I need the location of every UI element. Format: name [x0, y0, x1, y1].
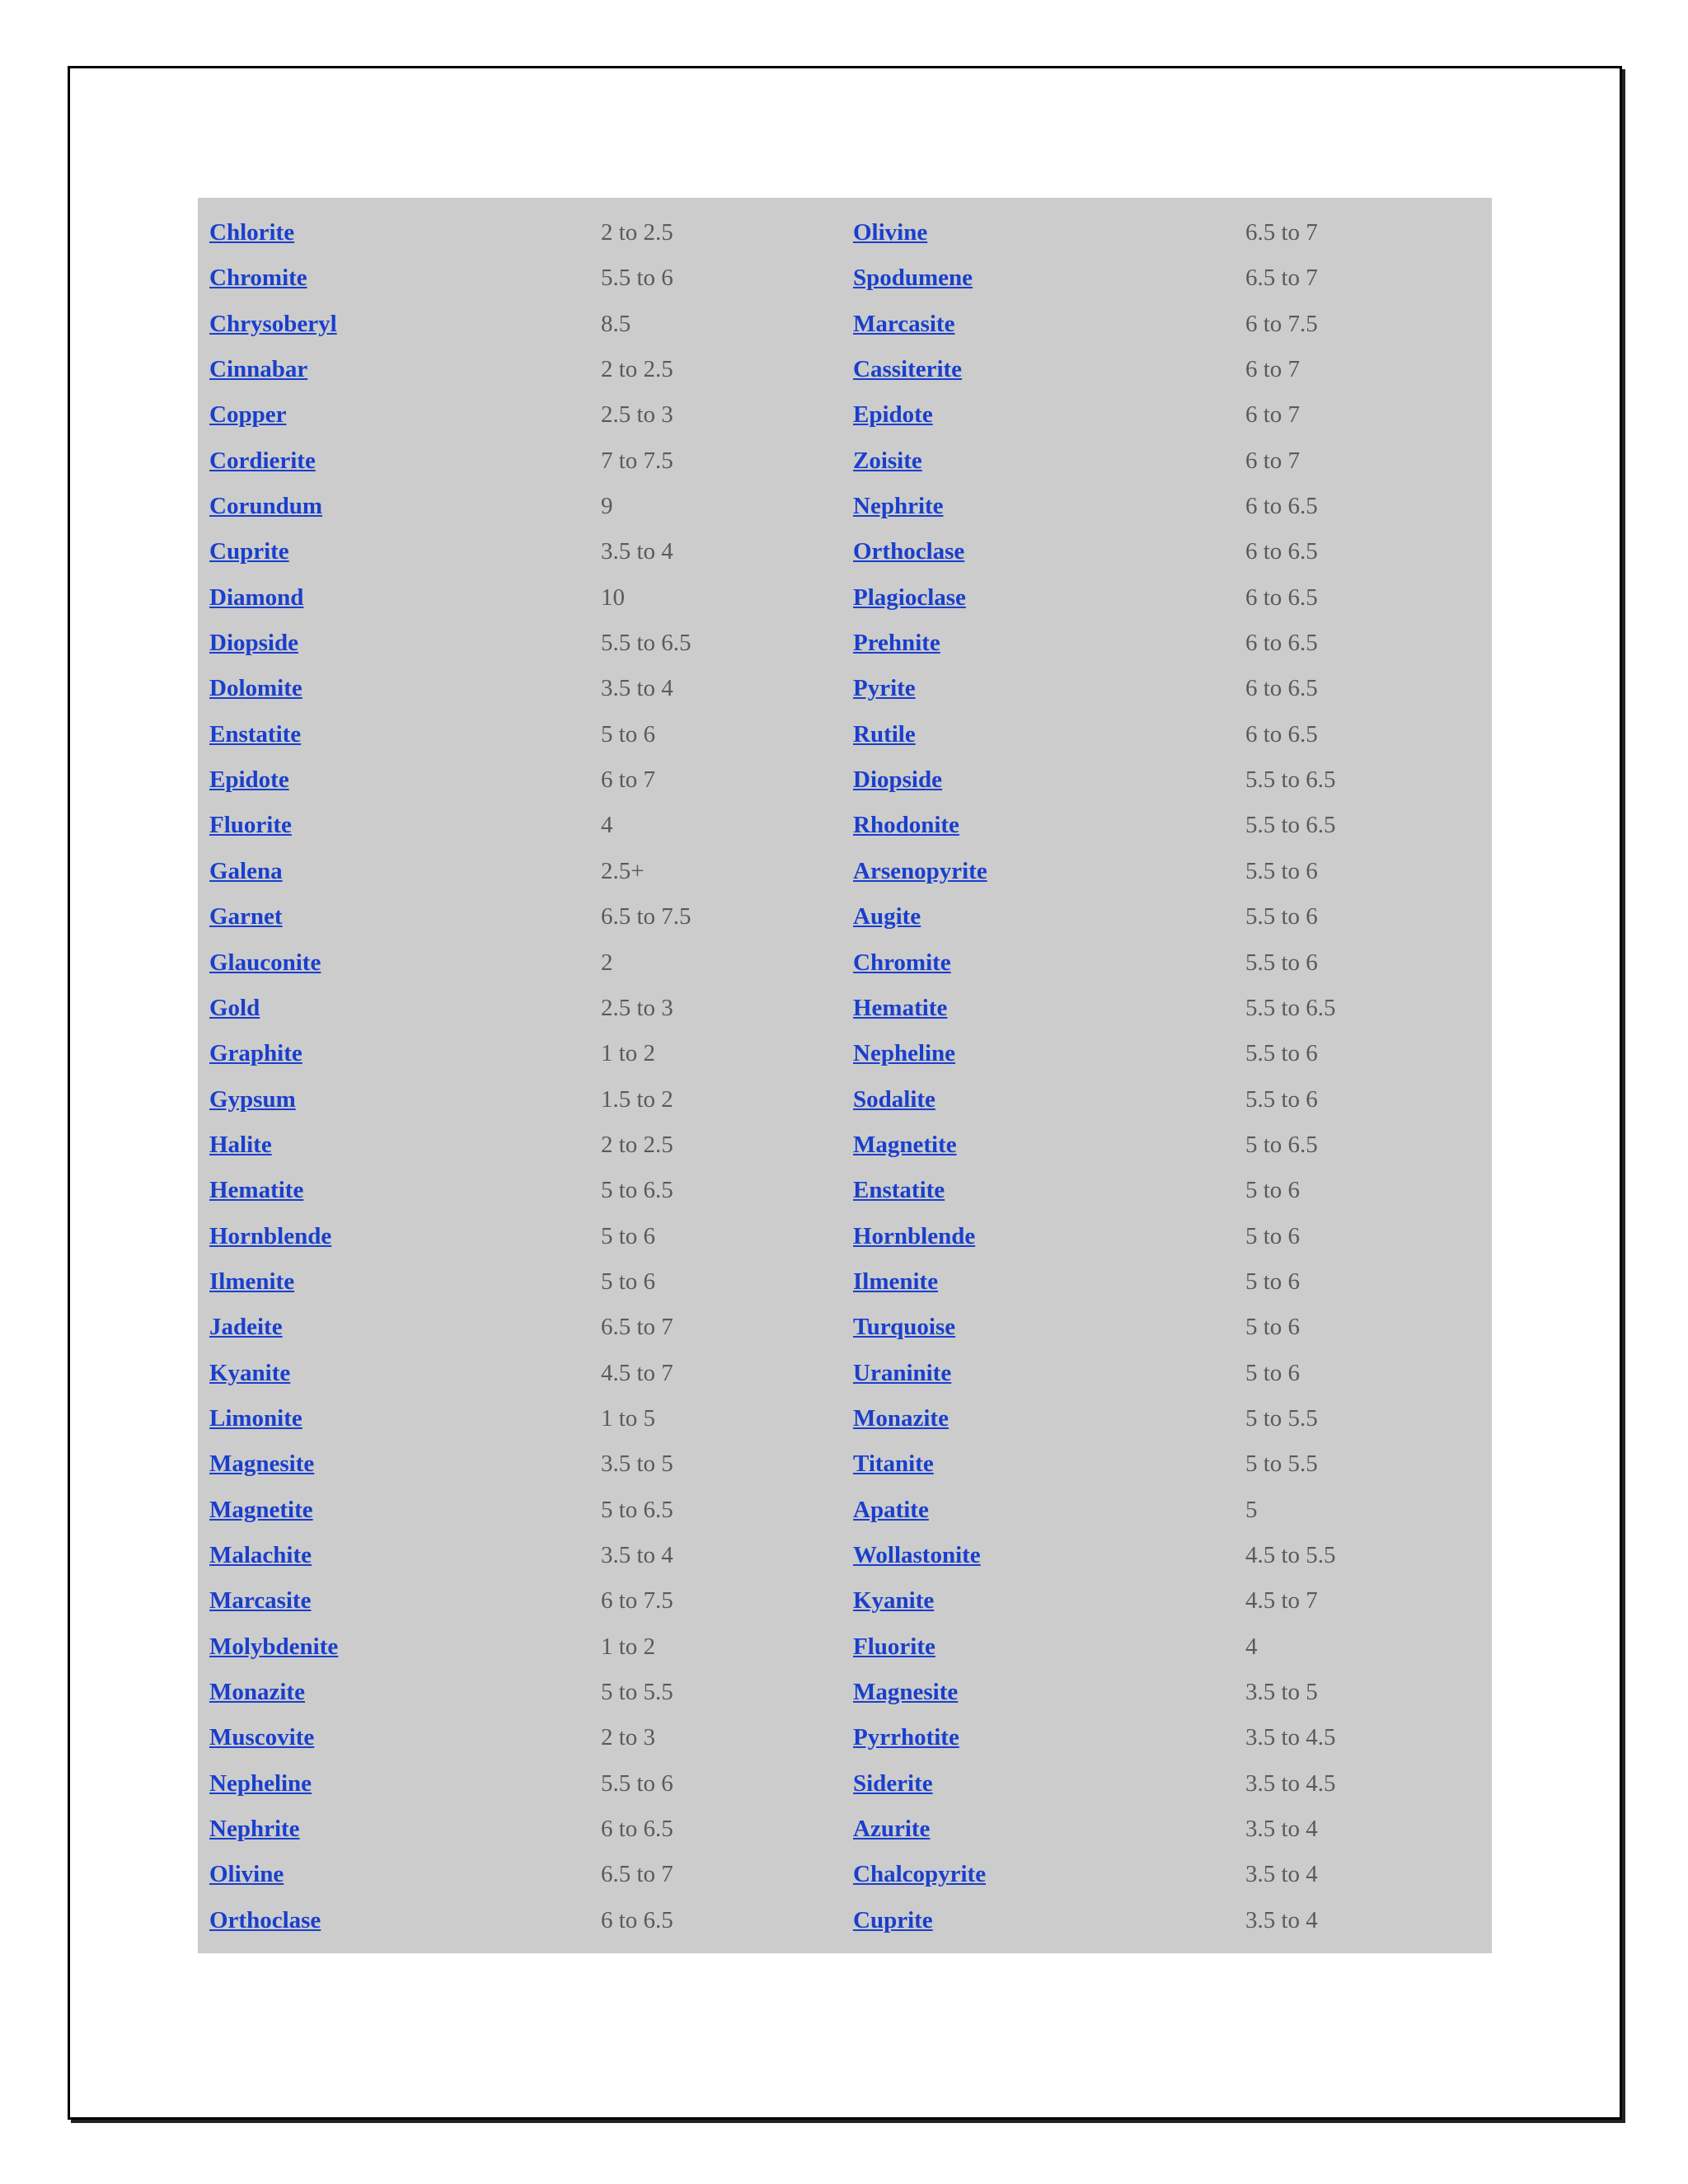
mineral-link[interactable]: Sodalite	[853, 1085, 935, 1113]
hardness-value: 6 to 6.5	[601, 1816, 673, 1843]
mineral-link[interactable]: Titanite	[853, 1451, 934, 1478]
mineral-link[interactable]: Epidote	[209, 766, 289, 794]
mineral-link[interactable]: Corundum	[209, 493, 322, 520]
table-row	[198, 991, 1492, 1037]
table-row	[198, 1539, 1492, 1584]
hardness-value: 3.5 to 4	[601, 675, 673, 702]
mineral-link[interactable]: Cassiterite	[853, 356, 963, 383]
hardness-value: 6.5 to 7	[1245, 219, 1318, 246]
table-row	[198, 900, 1492, 945]
mineral-link[interactable]: Apatite	[853, 1496, 929, 1523]
mineral-link[interactable]: Limonite	[209, 1404, 302, 1432]
hardness-value: 3.5 to 4	[1245, 1906, 1318, 1933]
table-row	[198, 808, 1492, 854]
table-row	[198, 1675, 1492, 1721]
table-row	[198, 1402, 1492, 1447]
mineral-link[interactable]: Molybdenite	[209, 1633, 339, 1660]
hardness-value: 5 to 6.5	[1245, 1131, 1318, 1158]
mineral-link[interactable]: Pyrrhotite	[853, 1724, 959, 1751]
table-row	[198, 1721, 1492, 1766]
table-row	[198, 398, 1492, 443]
table-row	[198, 1812, 1492, 1858]
mineral-link[interactable]: Hornblende	[853, 1222, 976, 1249]
mineral-link[interactable]: Marcasite	[209, 1587, 312, 1615]
table-row	[198, 1128, 1492, 1174]
hardness-value: 6 to 7	[601, 766, 656, 794]
hardness-value: 2 to 2.5	[601, 1131, 673, 1158]
mineral-link[interactable]: Magnesite	[853, 1679, 959, 1705]
hardness-value: 5 to 6	[1245, 1359, 1301, 1386]
mineral-link[interactable]: Nepheline	[209, 1769, 312, 1797]
hardness-value: 5.5 to 6	[601, 265, 673, 292]
table-row	[198, 535, 1492, 580]
table-row	[198, 1904, 1492, 1949]
hardness-value: 6.5 to 7	[601, 1861, 673, 1888]
hardness-value: 2	[601, 949, 613, 976]
table-row	[198, 672, 1492, 717]
hardness-value: 4.5 to 7	[601, 1359, 673, 1386]
hardness-value: 5.5 to 6.5	[1245, 812, 1336, 839]
mineral-link[interactable]: Nepheline	[853, 1040, 956, 1067]
hardness-value: 6 to 6.5	[1245, 630, 1318, 657]
mineral-link[interactable]: Monazite	[209, 1679, 305, 1705]
table-row	[198, 1767, 1492, 1812]
hardness-value: 2.5 to 3	[601, 401, 673, 429]
mineral-hardness-table	[198, 198, 1492, 1953]
table-row	[198, 1584, 1492, 1629]
table-row	[198, 490, 1492, 535]
mineral-link[interactable]: Pyrite	[853, 675, 916, 702]
mineral-link[interactable]: Cinnabar	[209, 356, 308, 383]
mineral-link[interactable]: Wollastonite	[853, 1541, 981, 1568]
table-row	[198, 1265, 1492, 1310]
mineral-link[interactable]: Kyanite	[853, 1587, 935, 1615]
table-row	[198, 216, 1492, 261]
mineral-link[interactable]: Hornblende	[209, 1222, 332, 1249]
hardness-value: 5.5 to 6	[1245, 1040, 1318, 1067]
mineral-link[interactable]: Azurite	[853, 1816, 931, 1843]
hardness-value: 4	[1245, 1633, 1258, 1660]
hardness-value: 4.5 to 7	[1245, 1587, 1318, 1615]
hardness-value: 6 to 6.5	[1245, 493, 1318, 520]
hardness-value: 3.5 to 4	[601, 1541, 673, 1568]
mineral-link[interactable]: Ilmenite	[209, 1268, 295, 1295]
table-row	[198, 444, 1492, 490]
hardness-value: 6 to 6.5	[601, 1906, 673, 1933]
hardness-value: 6 to 7	[1245, 447, 1301, 474]
hardness-value: 5.5 to 6	[601, 1769, 673, 1797]
mineral-link[interactable]: Zoisite	[853, 447, 922, 474]
table-row	[198, 946, 1492, 991]
mineral-link[interactable]: Diopside	[853, 766, 942, 794]
table-row	[198, 1493, 1492, 1539]
hardness-value: 3.5 to 5	[1245, 1679, 1318, 1705]
mineral-link[interactable]: Kyanite	[209, 1359, 291, 1386]
hardness-value: 5 to 5.5	[1245, 1404, 1318, 1432]
table-row	[198, 1310, 1492, 1356]
table-row	[198, 1083, 1492, 1128]
hardness-value: 5 to 6	[601, 1268, 656, 1295]
hardness-value: 6 to 6.5	[1245, 675, 1318, 702]
hardness-value: 3.5 to 4	[1245, 1816, 1318, 1843]
hardness-value: 3.5 to 4	[601, 538, 673, 565]
mineral-link[interactable]: Monazite	[853, 1404, 949, 1432]
mineral-link[interactable]: Olivine	[853, 219, 928, 246]
mineral-link[interactable]: Prehnite	[853, 630, 940, 657]
mineral-link[interactable]: Cordierite	[209, 447, 316, 474]
hardness-value: 2 to 2.5	[601, 219, 673, 246]
hardness-value: 2.5+	[601, 857, 645, 884]
table-row	[198, 855, 1492, 900]
table-row	[198, 1037, 1492, 1082]
hardness-value: 6 to 6.5	[1245, 720, 1318, 748]
mineral-link[interactable]: Magnetite	[853, 1131, 957, 1158]
hardness-value: 4	[601, 812, 613, 839]
hardness-value: 1 to 2	[601, 1633, 656, 1660]
mineral-link[interactable]: Turquoise	[853, 1314, 956, 1341]
table-row	[198, 261, 1492, 307]
hardness-value: 6.5 to 7.5	[601, 903, 692, 930]
hardness-value: 5 to 5.5	[1245, 1451, 1318, 1478]
mineral-link[interactable]: Gypsum	[209, 1085, 296, 1113]
mineral-link[interactable]: Rhodonite	[853, 812, 959, 839]
mineral-link[interactable]: Nephrite	[853, 493, 944, 520]
hardness-value: 5 to 6	[1245, 1177, 1301, 1204]
table-row	[198, 1447, 1492, 1493]
table-row	[198, 1174, 1492, 1219]
mineral-link[interactable]: Plagioclase	[853, 583, 966, 611]
hardness-value: 1.5 to 2	[601, 1085, 673, 1113]
table-row	[198, 1357, 1492, 1402]
hardness-value: 5 to 6	[1245, 1314, 1301, 1341]
table-row	[198, 1858, 1492, 1903]
hardness-value: 6 to 7	[1245, 356, 1301, 383]
mineral-link[interactable]: Copper	[209, 401, 287, 429]
hardness-value: 1 to 5	[601, 1404, 656, 1432]
mineral-link[interactable]: Galena	[209, 857, 283, 884]
mineral-link[interactable]: Garnet	[209, 903, 283, 930]
hardness-value: 7 to 7.5	[601, 447, 673, 474]
hardness-value: 3.5 to 4	[1245, 1861, 1318, 1888]
hardness-value: 5 to 6	[601, 720, 656, 748]
mineral-link[interactable]: Rutile	[853, 720, 916, 748]
mineral-link[interactable]: Orthoclase	[853, 538, 965, 565]
mineral-link[interactable]: Chlorite	[209, 219, 295, 246]
hardness-value: 2 to 3	[601, 1724, 656, 1751]
hardness-value: 6 to 6.5	[1245, 583, 1318, 611]
hardness-value: 10	[601, 583, 625, 611]
mineral-link[interactable]: Nephrite	[209, 1816, 300, 1843]
mineral-link[interactable]: Augite	[853, 903, 921, 930]
mineral-link[interactable]: Hematite	[209, 1177, 304, 1204]
hardness-value: 8.5	[601, 310, 631, 337]
hardness-value: 6 to 6.5	[1245, 538, 1318, 565]
mineral-link[interactable]: Cuprite	[853, 1906, 933, 1933]
hardness-value: 5.5 to 6	[1245, 903, 1318, 930]
mineral-link[interactable]: Cuprite	[209, 538, 289, 565]
mineral-link[interactable]: Uraninite	[853, 1359, 952, 1386]
mineral-link[interactable]: Malachite	[209, 1541, 312, 1568]
mineral-link[interactable]: Muscovite	[209, 1724, 315, 1751]
hardness-value: 5	[1245, 1496, 1258, 1523]
hardness-value: 5.5 to 6.5	[1245, 994, 1336, 1021]
mineral-link[interactable]: Fluorite	[209, 812, 292, 839]
mineral-link[interactable]: Orthoclase	[209, 1906, 321, 1933]
mineral-link[interactable]: Hematite	[853, 994, 948, 1021]
hardness-value: 3.5 to 5	[601, 1451, 673, 1478]
mineral-link[interactable]: Dolomite	[209, 675, 302, 702]
table-row	[198, 1220, 1492, 1265]
hardness-value: 5 to 6	[1245, 1222, 1301, 1249]
table-row	[198, 353, 1492, 398]
mineral-link[interactable]: Fluorite	[853, 1633, 935, 1660]
hardness-value: 1 to 2	[601, 1040, 656, 1067]
hardness-value: 4.5 to 5.5	[1245, 1541, 1336, 1568]
hardness-value: 3.5 to 4.5	[1245, 1769, 1336, 1797]
hardness-value: 6.5 to 7	[1245, 265, 1318, 292]
mineral-link[interactable]: Magnetite	[209, 1496, 313, 1523]
hardness-value: 5 to 6.5	[601, 1177, 673, 1204]
hardness-value: 5.5 to 6	[1245, 1085, 1318, 1113]
hardness-value: 6 to 7.5	[1245, 310, 1318, 337]
table-row	[198, 763, 1492, 808]
table-row	[198, 307, 1492, 353]
mineral-link[interactable]: Spodumene	[853, 265, 973, 292]
mineral-link[interactable]: Olivine	[209, 1861, 284, 1888]
table-row	[198, 718, 1492, 763]
mineral-link[interactable]: Halite	[209, 1131, 272, 1158]
mineral-link[interactable]: Chalcopyrite	[853, 1861, 987, 1888]
mineral-link[interactable]: Chrysoberyl	[209, 310, 337, 337]
mineral-link[interactable]: Enstatite	[853, 1177, 945, 1204]
hardness-value: 6.5 to 7	[601, 1314, 673, 1341]
hardness-value: 5 to 6	[1245, 1268, 1301, 1295]
table-row	[198, 581, 1492, 626]
hardness-value: 3.5 to 4.5	[1245, 1724, 1336, 1751]
hardness-value: 5.5 to 6.5	[1245, 766, 1336, 794]
hardness-value: 5 to 5.5	[601, 1679, 673, 1705]
mineral-link[interactable]: Gold	[209, 994, 260, 1021]
mineral-link[interactable]: Marcasite	[853, 310, 955, 337]
mineral-link[interactable]: Chromite	[209, 265, 307, 292]
mineral-link[interactable]: Epidote	[853, 401, 933, 429]
hardness-value: 2.5 to 3	[601, 994, 673, 1021]
hardness-value: 5.5 to 6	[1245, 857, 1318, 884]
table-row	[198, 1630, 1492, 1675]
hardness-value: 5.5 to 6	[1245, 949, 1318, 976]
mineral-link[interactable]: Diamond	[209, 583, 304, 611]
mineral-link[interactable]: Glauconite	[209, 949, 321, 976]
mineral-link[interactable]: Siderite	[853, 1769, 933, 1797]
table-row	[198, 626, 1492, 672]
hardness-value: 5.5 to 6.5	[601, 630, 692, 657]
mineral-link[interactable]: Enstatite	[209, 720, 302, 748]
hardness-value: 5 to 6.5	[601, 1496, 673, 1523]
mineral-link[interactable]: Diopside	[209, 630, 298, 657]
mineral-link[interactable]: Magnesite	[209, 1451, 315, 1478]
hardness-value: 6 to 7	[1245, 401, 1301, 429]
mineral-link[interactable]: Ilmenite	[853, 1268, 939, 1295]
mineral-link[interactable]: Jadeite	[209, 1314, 283, 1341]
hardness-value: 5 to 6	[601, 1222, 656, 1249]
mineral-link[interactable]: Chromite	[853, 949, 951, 976]
hardness-value: 6 to 7.5	[601, 1587, 673, 1615]
hardness-value: 9	[601, 493, 613, 520]
mineral-link[interactable]: Graphite	[209, 1040, 302, 1067]
mineral-link[interactable]: Arsenopyrite	[853, 857, 987, 884]
hardness-value: 2 to 2.5	[601, 356, 673, 383]
